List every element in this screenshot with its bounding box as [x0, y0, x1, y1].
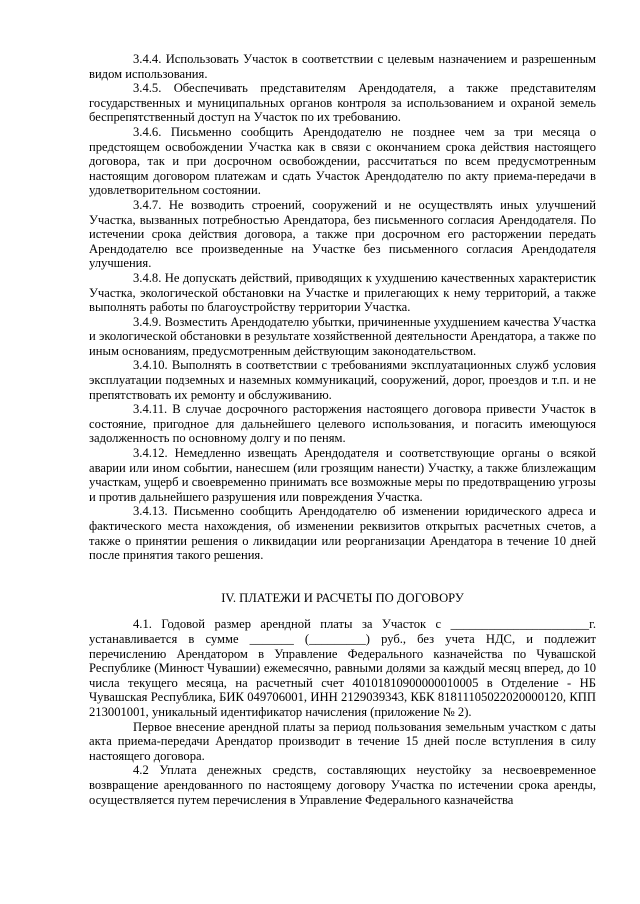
clause-3-4-12: 3.4.12. Немедленно извещать Арендодателя и соответствующие органы о всякой аварии или ином событии, нанесшем (или грозящим нанести) Участку, а также близлежащим участкам, ущерб и своевременно принимать все возможные меры по предотвращению угрозы и против дальнейшего разрушения или повреждения Участка. — [89, 446, 596, 504]
clause-3-4-9: 3.4.9. Возместить Арендодателю убытки, причиненные ухудшением качества Участка и экологической обстановки в результате хозяйственной деятельности Арендатора, а также по иным основаниям, предусмотренным действующим законодательством. — [89, 314, 596, 358]
clause-3-4-4: 3.4.4. Использовать Участок в соответствии с целевым назначением и разрешенным видом использования. — [89, 52, 596, 81]
clause-3-4-10: 3.4.10. Выполнять в соответствии с требованиями эксплуатационных служб условия эксплуатации подземных и наземных коммуникаций, сооружений, дорог, проездов и т.п. и не препятствовать их ремонту и обслуживанию. — [89, 358, 596, 402]
clause-4-1-first-payment: Первое внесение арендной платы за период пользования земельным участком с даты акта приема-передачи Арендатор производит в течение 15 дней после вступления в силу настоящего договора. — [89, 719, 596, 763]
clause-4-1: 4.1. Годовой размер арендной платы за Участок с ______________________г. устанавливается в сумме _______ (_________) руб., без учета НДС, и подлежит перечислению Арендатором в Управление Федерального казначейства по Чувашской Республике (Минюст Чувашии) ежемесячно, равными долями за каждый месяц вперед, до 10 числа текущего месяца, на расчетный счет 40101810900000010005 в Отделение - НБ Чувашская Республика, БИК 049706001, ИНН 2129039343, КБК 81811105022020000120, КПП 213001001, уникальный идентификатор начисления (приложение № 2). — [89, 617, 596, 719]
section-title: IV. ПЛАТЕЖИ И РАСЧЕТЫ ПО ДОГОВОРУ — [221, 590, 464, 605]
clause-3-4-11: 3.4.11. В случае досрочного расторжения настоящего договора привести Участок в состояние, пригодное для дальнейшего целевого использования, и погасить имеющуюся задолженность по основному долгу и по пеням. — [89, 402, 596, 446]
clause-3-4-7: 3.4.7. Не возводить строений, сооружений и не осуществлять иных улучшений Участка, вызванных потребностью Арендатора, без письменного согласия Арендодателя. По истечении срока действия договора, а также при досрочном его расторжении передать Арендодателю все произведенные на Участке без письменного согласия Арендодателя улучшения. — [89, 197, 596, 271]
clause-3-4-6: 3.4.6. Письменно сообщить Арендодателю не позднее чем за три месяца о предстоящем освобождении Участка как в связи с окончанием срока действия настоящего договора, так и при досрочном освобождении, рассчитаться по всем предусмотренным настоящим договором платежам и сдать Участок Арендодателю по акту приема-передачи в удовлетворительном состоянии. — [89, 124, 596, 198]
clause-4-2: 4.2 Уплата денежных средств, составляющих неустойку за несвоевременное возвращение арендованного по настоящему договору Участка по истечении срока аренды, осуществляется путем перечисления в Управление Федерального казначейства — [89, 763, 596, 807]
clause-3-4-8: 3.4.8. Не допускать действий, приводящих к ухудшению качественных характеристик Участка, экологической обстановки на Участке и прилегающих к нему территорий, а также выполнять работы по благоустройству территории Участка. — [89, 270, 596, 315]
section-3-4-obligations — [89, 52, 596, 563]
section-4-payments — [89, 617, 596, 807]
clause-3-4-5: 3.4.5. Обеспечивать представителям Арендодателя, а также представителям государственных и муниципальных органов контроля за использованием и охраной земель беспрепятственный доступ на Участок по их требованию. — [89, 81, 596, 125]
section-spacer — [89, 563, 596, 577]
clause-3-4-13: 3.4.13. Письменно сообщить Арендодателю об изменении юридического адреса и фактического места нахождения, об изменении реквизитов открытых расчетных счетов, а также о принятии решения о ликвидации или реорганизации Арендатора в течение 10 дней после принятия такого решения. — [89, 504, 596, 563]
